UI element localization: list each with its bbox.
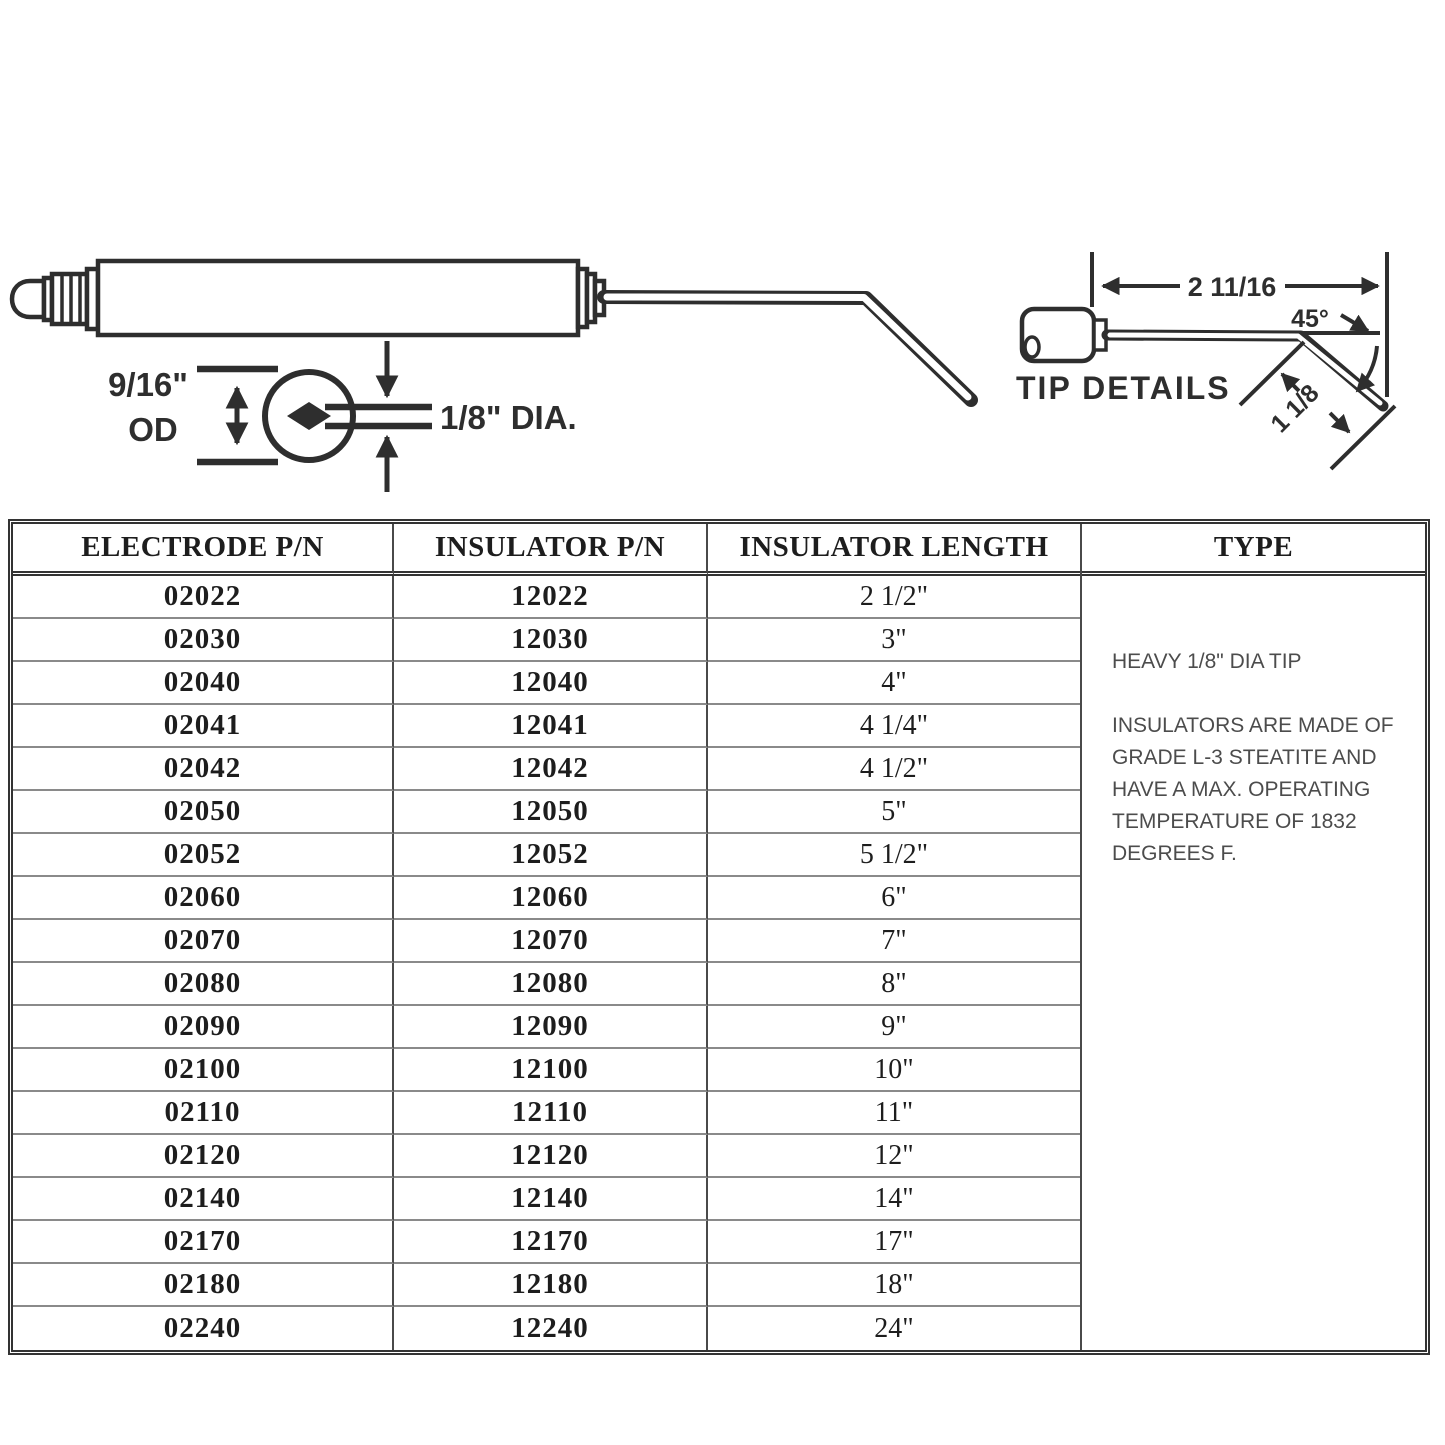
type-note-line: INSULATORS ARE MADE OF — [1112, 714, 1394, 737]
insulator-pn-cell: 12080 — [394, 963, 708, 1006]
electrode-pn-cell: 02050 — [13, 791, 394, 834]
insulator-pn-cell: 12022 — [394, 576, 708, 619]
bend-dim-arrow-lower — [1330, 413, 1349, 432]
col-header-electrode-pn: ELECTRODE P/N — [13, 524, 394, 576]
type-note-line — [1112, 678, 1415, 710]
electrode-pn-cell: 02030 — [13, 619, 394, 662]
dia-label: 1/8" DIA. — [440, 399, 577, 436]
insulator-pn-cell: 12070 — [394, 920, 708, 963]
insulator-length-cell: 4 1/2" — [708, 748, 1080, 791]
type-note-line: TEMPERATURE OF 1832 — [1112, 810, 1357, 833]
insulator-pn-cell: 12140 — [394, 1178, 708, 1221]
connector-dome — [12, 281, 44, 317]
insulator-length-cell: 11" — [708, 1092, 1080, 1135]
electrode-pn-cell: 02042 — [13, 748, 394, 791]
col-header-insulator-pn: INSULATOR P/N — [394, 524, 708, 576]
parts-grid — [13, 524, 1080, 1350]
insulator-length-cell: 2 1/2" — [708, 576, 1080, 619]
electrode-pn-cell: 02022 — [13, 576, 394, 619]
type-note-line: GRADE L-3 STEATITE AND — [1112, 746, 1377, 769]
tip-details-drawing — [1016, 252, 1395, 469]
col-header-type: TYPE — [1082, 524, 1425, 576]
electrode-pn-cell: 02240 — [13, 1307, 394, 1350]
insulator-length-cell: 10" — [708, 1049, 1080, 1092]
bend-length-label: 1 1/8 — [1265, 379, 1325, 439]
insulator-pn-cell: 12050 — [394, 791, 708, 834]
tip-insulator-hole — [1025, 337, 1039, 357]
tip-length-label: 2 11/16 — [1187, 272, 1277, 302]
tip-details-title: TIP DETAILS — [1016, 370, 1231, 406]
electrode-end-view-drawing — [108, 341, 577, 492]
insulator-length-cell: 4 1/4" — [708, 705, 1080, 748]
type-note-line: HEAVY 1/8" DIA TIP — [1112, 650, 1302, 673]
electrode-pn-cell: 02041 — [13, 705, 394, 748]
insulator-pn-cell: 12060 — [394, 877, 708, 920]
insulator-length-cell: 9" — [708, 1006, 1080, 1049]
insulator-pn-cell: 12041 — [394, 705, 708, 748]
electrode-pn-cell: 02170 — [13, 1221, 394, 1264]
electrode-pn-cell: 02120 — [13, 1135, 394, 1178]
insulator-pn-cell: 12042 — [394, 748, 708, 791]
od-unit-label: OD — [128, 411, 178, 448]
insulator-length-cell: 17" — [708, 1221, 1080, 1264]
insulator-pn-cell: 12170 — [394, 1221, 708, 1264]
type-note-line: HAVE A MAX. OPERATING — [1112, 778, 1371, 801]
type-column — [1080, 524, 1425, 1350]
insulator-length-cell: 24" — [874, 1312, 914, 1344]
electrode-pn-cell: 02080 — [13, 963, 394, 1006]
insulator-length-cell: 5 1/2" — [708, 834, 1080, 877]
spec-table — [8, 519, 1430, 1355]
insulator-length-cell: 3" — [708, 619, 1080, 662]
electrode-pn-cell: 02040 — [13, 662, 394, 705]
insulator-pn-cell: 12240 — [394, 1307, 708, 1350]
insulator-pn-cell: 12100 — [394, 1049, 708, 1092]
insulator-pn-cell: 12040 — [394, 662, 708, 705]
electrode-pn-cell: 02180 — [13, 1264, 394, 1307]
insulator-pn-cell: 12120 — [394, 1135, 708, 1178]
insulator-length-cell: 7" — [708, 920, 1080, 963]
type-notes — [1082, 576, 1425, 870]
electrode-pn-cell: 02070 — [13, 920, 394, 963]
tip-angle-label: 45° — [1291, 305, 1329, 333]
insulator-length-cell: 6" — [708, 877, 1080, 920]
insulator-length-cell: 4" — [708, 662, 1080, 705]
insulator-pn-cell: 12180 — [394, 1264, 708, 1307]
electrode-pn-cell: 02052 — [13, 834, 394, 877]
insulator-length-cell: 12" — [708, 1135, 1080, 1178]
col-header-insulator-length: INSULATOR LENGTH — [708, 524, 1080, 576]
electrode-pn-cell: 02140 — [13, 1178, 394, 1221]
electrode-pn-cell: 02110 — [13, 1092, 394, 1135]
od-value-label: 9/16" — [108, 366, 188, 403]
insulator-pn-cell: 12090 — [394, 1006, 708, 1049]
electrode-pn-cell: 02090 — [13, 1006, 394, 1049]
type-note-line: DEGREES F. — [1112, 842, 1237, 865]
angle-pointer-arrow — [1341, 315, 1368, 331]
insulator-pn-cell: 12052 — [394, 834, 708, 877]
insulator-pn-cell: 12110 — [394, 1092, 708, 1135]
technical-drawing — [0, 0, 1445, 515]
electrode-pn-cell: 02100 — [13, 1049, 394, 1092]
insulator-length-cell: 18" — [708, 1264, 1080, 1307]
insulator-pn-cell: 12030 — [394, 619, 708, 662]
insulator-length-cell: 8" — [708, 963, 1080, 1006]
bend-tick-lower — [1331, 406, 1395, 469]
insulator-length-cell: 14" — [708, 1178, 1080, 1221]
insulator-body — [98, 261, 578, 335]
electrode-pn-cell: 02060 — [13, 877, 394, 920]
insulator-length-cell: 5" — [708, 791, 1080, 834]
